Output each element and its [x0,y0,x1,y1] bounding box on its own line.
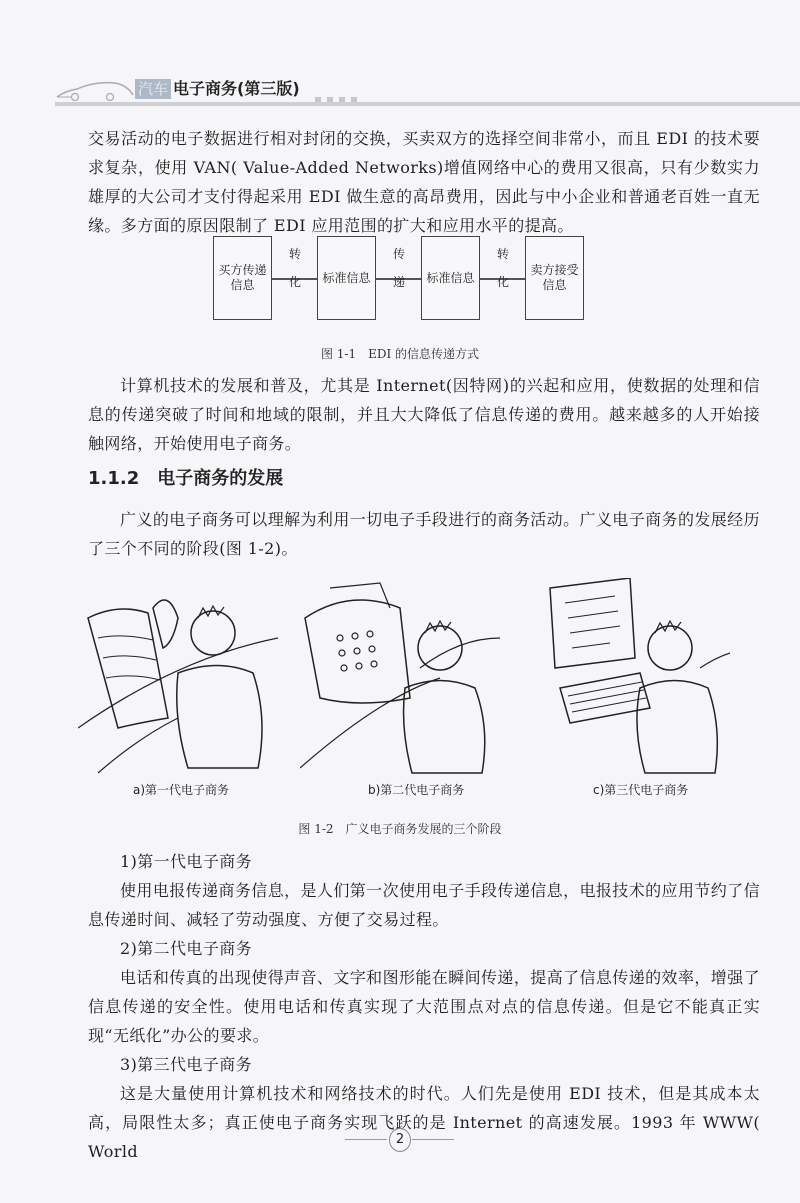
subheading-second-generation: 2)第二代电子商务 [120,939,253,958]
book-title: 电子商务(第三版) [173,79,300,98]
section-title: 电子商务的发展 [157,468,284,489]
diagram-box-seller: 卖方接受信息 [525,236,584,320]
diagram-box-buyer: 买方传递信息 [213,236,272,320]
section-number: 1.1.2 [88,468,140,489]
paragraph-internet: 计算机技术的发展和普及，尤其是 Internet(因特网)的兴起和应用，使数据的处理和信息的传递突破了时间和地域的限制，并且大大降低了信息传递的费用。越来越多的人开始接触网络，开始使用电子商务。 [88,376,760,453]
illustration-computer [530,578,730,778]
figure-1-2b-caption: b)第二代电子商务 [368,783,465,797]
car-logo-icon [55,77,135,101]
diagram-connector-label: 转化 [496,247,509,289]
paragraph-broad-ecommerce: 广义的电子商务可以理解为利用一切电子手段进行的商务活动。广义电子商务的发展经历了三个不同的阶段(图 1-2)。 [88,510,760,558]
diagram-box-standard-1: 标准信息 [317,236,376,320]
edi-flow-diagram [213,236,588,320]
figure-1-2-caption: 图 1-2 广义电子商务发展的三个阶段 [298,822,502,836]
page-number-circle: 2 [389,1128,411,1152]
figure-1-2c-caption: c)第三代电子商务 [593,783,689,797]
figure-1-2a-caption: a)第一代电子商务 [133,783,230,797]
page-number-rule-left [345,1139,387,1140]
page-number-rule-right [412,1139,454,1140]
section-heading [88,464,283,490]
diagram-connector-label: 传递 [392,247,405,289]
illustration-telegraph [78,578,278,778]
subheading-third-generation: 3)第三代电子商务 [120,1055,253,1074]
illustration-fax-phone [300,578,500,778]
paragraph-first-generation: 使用电报传递商务信息，是人们第一次使用电子手段传递信息，电报技术的应用节约了信息传递时间、减轻了劳动强度、方便了交易过程。 [88,881,760,929]
page-number [380,1128,420,1152]
header-tag: 汽车 [135,79,171,99]
subheading-first-generation: 1)第一代电子商务 [120,852,253,871]
figure-1-1-caption: 图 1-1 EDI 的信息传递方式 [320,347,480,361]
paragraph-second-generation: 电话和传真的出现使得声音、文字和图形能在瞬间传递，提高了信息传递的效率，增强了信息传递的安全性。使用电话和传真实现了大范围点对点的信息传递。但是它不能真正实现“无纸化”办公的要求。 [88,968,760,1045]
paragraph-third-generation: 这是大量使用计算机技术和网络技术的时代。人们先是使用 EDI 技术，但是其成本太高，局限性太多；真正使电子商务实现飞跃的是 Internet 的高速发展。1993 年 WWW( World [88,1084,760,1161]
diagram-box-standard-2: 标准信息 [421,236,480,320]
header-rule [55,102,800,106]
running-header [55,75,800,105]
paragraph-edi-limits: 交易活动的电子数据进行相对封闭的交换，买卖双方的选择空间非常小，而且 EDI 的技术要求复杂，使用 VAN( Value-Added Networks)增值网络中心的费用又很高，只有少数实力雄厚的大公司才支付得起采用 EDI 做生意的高昂费用，因此与中小企业和普通老百姓一直无缘。多方面的原因限制了 EDI 应用范围的扩大和应用水平的提高。 [88,129,760,235]
diagram-connector-label: 转化 [288,247,301,289]
